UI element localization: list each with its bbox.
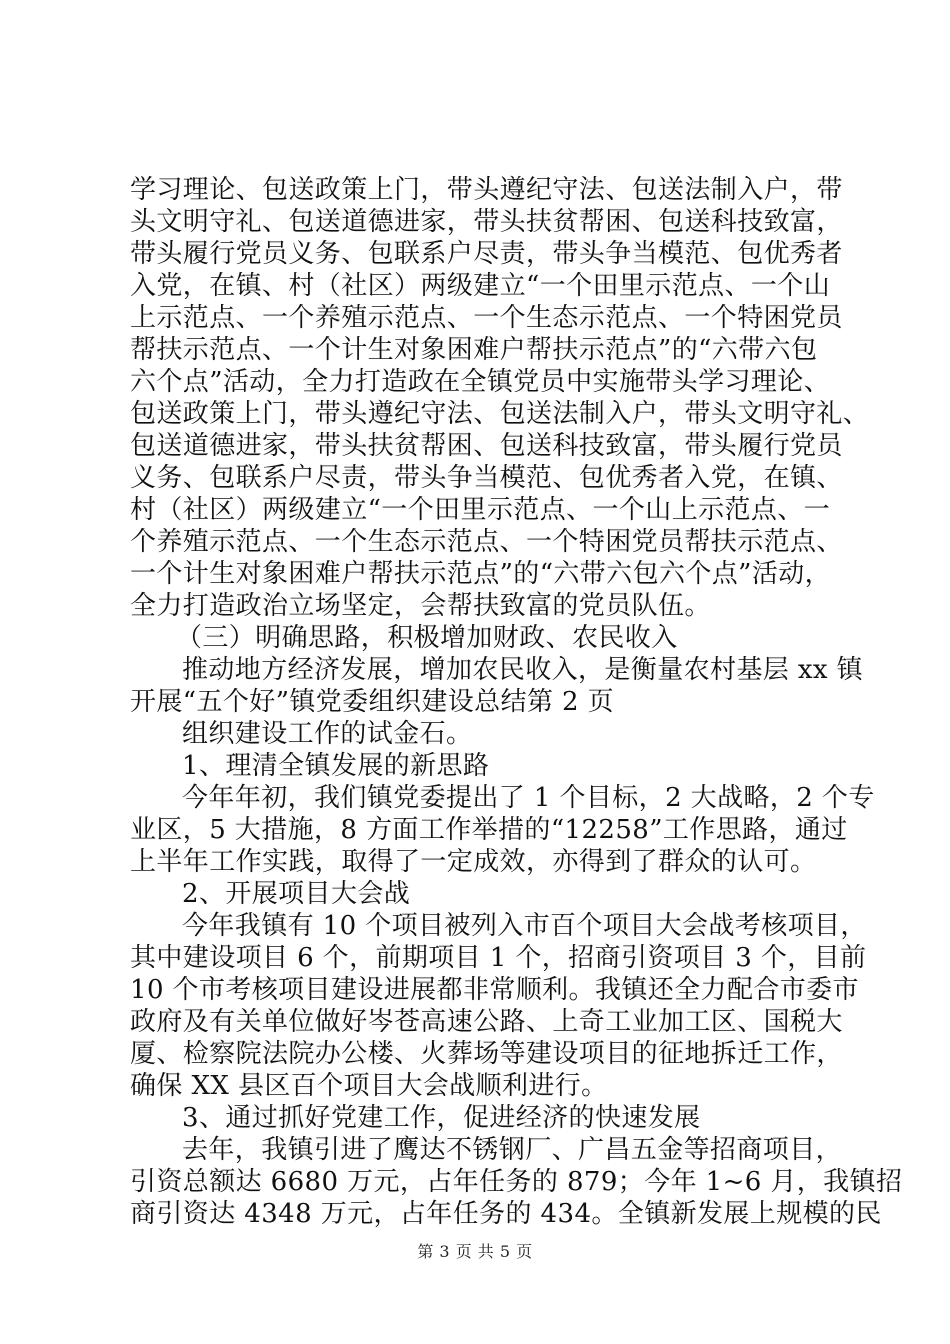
page-footer	[0, 1242, 950, 1262]
text-line: 包送道德进家，带头扶贫帮困、包送科技致富，带头履行党员	[130, 431, 843, 461]
text-line: 入党，在镇、村（社区）两级建立“一个田里示范点、一个山	[130, 271, 831, 301]
paragraph-start: 推动地方经济发展，增加农民收入，是衡量农村基层 xx 镇	[182, 655, 864, 685]
document-body	[130, 174, 903, 1230]
text-line: 头文明守礼、包送道德进家，带头扶贫帮困、包送科技致富，	[130, 207, 843, 237]
text-line: 引资总额达 6680 万元，占年任务的 879；今年 1~6 月，我镇招	[130, 1167, 903, 1197]
text-line: 上示范点、一个养殖示范点、一个生态示范点、一个特困党员	[130, 303, 843, 333]
subsection-heading: 2、开展项目大会战	[182, 879, 411, 909]
text-line: 商引资达 4348 万元，占年任务的 434。全镇新发展上规模的民	[130, 1199, 882, 1229]
text-line: 帮扶示范点、一个计生对象困难户帮扶示范点”的“六带六包	[130, 335, 818, 365]
text-line: 全力打造政治立场坚定，会帮扶致富的党员队伍。	[130, 591, 711, 621]
paragraph-start: 去年，我镇引进了鹰达不锈钢厂、广昌五金等招商项目，	[182, 1135, 843, 1165]
text-line: 一个计生对象困难户帮扶示范点”的“六带六包六个点”活动，	[130, 559, 832, 589]
paragraph-start: 组织建设工作的试金石。	[182, 719, 473, 749]
text-line: 业区，5 大措施，8 方面工作举措的“12258”工作思路，通过	[130, 815, 848, 845]
section-heading: （三）明确思路，积极增加财政、农民收入	[176, 623, 678, 653]
text-line: 其中建设项目 6 个，前期项目 1 个，招商引资项目 3 个，目前	[130, 943, 867, 973]
paragraph-start: 今年我镇有 10 个项目被列入市百个项目大会战考核项目，	[182, 911, 867, 941]
page-number: 第 3 页 共 5 页	[417, 1242, 533, 1261]
text-line: 确保 XX 县区百个项目大会战顺利进行。	[130, 1071, 608, 1101]
text-line: 包送政策上门，带头遵纪守法、包送法制入户，带头文明守礼、	[130, 399, 870, 429]
paragraph-start: 今年年初，我们镇党委提出了 1 个目标，2 大战略，2 个专	[182, 783, 875, 813]
text-line: 义务、包联系户尽责，带头争当模范、包优秀者入党，在镇、	[130, 463, 843, 493]
text-line: 10 个市考核项目建设进展都非常顺利。我镇还全力配合市委市	[130, 975, 859, 1005]
text-line: 开展“五个好”镇党委组织建设总结第 2 页	[130, 687, 615, 717]
text-line: 带头履行党员义务、包联系户尽责，带头争当模范、包优秀者	[130, 239, 843, 269]
text-line: 厦、检察院法院办公楼、火葬场等建设项目的征地拆迁工作，	[130, 1039, 843, 1069]
text-line: 六个点”活动，全力打造政在全镇党员中实施带头学习理论、	[130, 367, 831, 397]
text-line: 学习理论、包送政策上门，带头遵纪守法、包送法制入户，带	[130, 175, 843, 205]
subsection-heading: 1、理清全镇发展的新思路	[182, 751, 490, 781]
subsection-heading: 3、通过抓好党建工作，促进经济的快速发展	[182, 1103, 701, 1133]
text-line: 政府及有关单位做好岑苍高速公路、上奇工业加工区、国税大	[130, 1007, 843, 1037]
text-line: 村（社区）两级建立“一个田里示范点、一个山上示范点、一	[130, 495, 831, 525]
text-line: 上半年工作实践，取得了一定成效，亦得到了群众的认可。	[130, 847, 817, 877]
text-line: 个养殖示范点、一个生态示范点、一个特困党员帮扶示范点、	[130, 527, 843, 557]
